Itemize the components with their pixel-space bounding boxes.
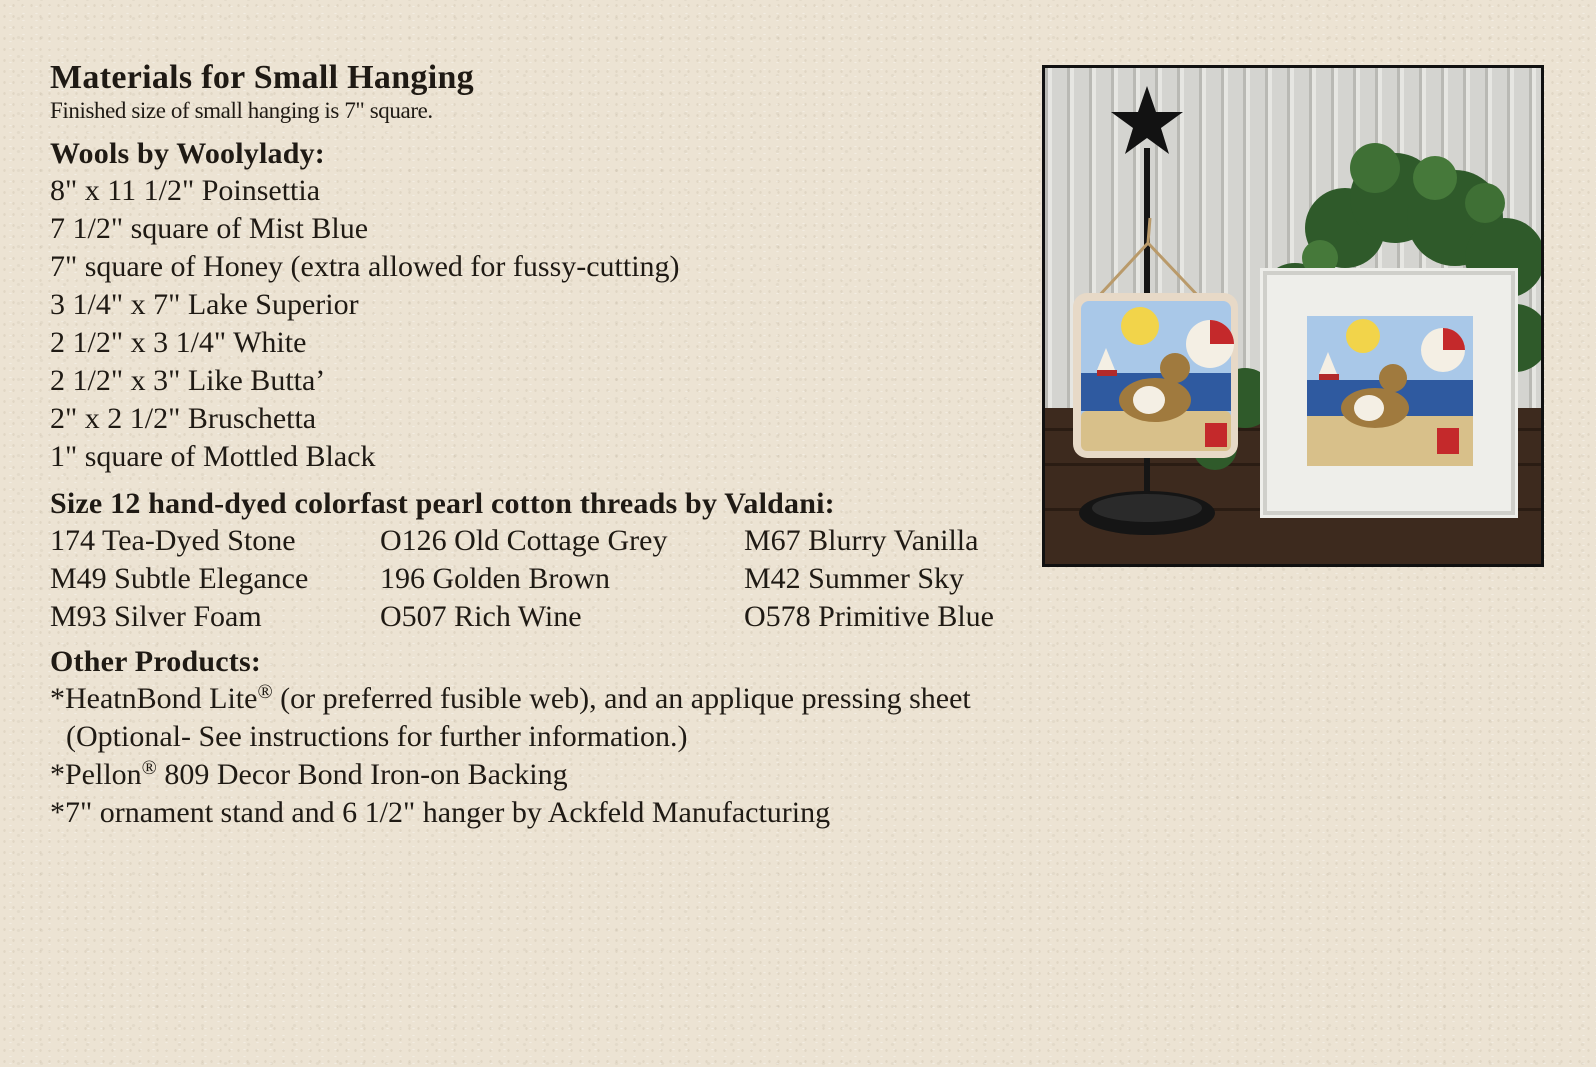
wool-item: 7" square of Honey (extra allowed for fussy-cutting) [50,250,680,283]
threads-section [50,486,1150,636]
registered-mark: ® [141,757,157,779]
wool-item: 1" square of Mottled Black [50,440,376,473]
thread-item: M93 Silver Foam [50,600,262,633]
thread-item: M67 Blurry Vanilla [744,524,979,557]
page-title: Materials for Small Hanging [50,59,474,96]
thread-item: M42 Summer Sky [744,562,965,595]
heatnbond-line [50,680,1150,718]
threads-heading: Size 12 hand-dyed colorfast pearl cotton threads by Valdani: [50,487,835,520]
other-products-section [50,644,1150,832]
wool-item: 2" x 2 1/2" Bruschetta [50,402,317,435]
wool-item: 8" x 11 1/2" Poinsettia [50,174,321,207]
wool-item: 3 1/4" x 7" Lake Superior [50,288,359,321]
thread-item: O507 Rich Wine [380,600,582,633]
heatnbond-name: *HeatnBond Lite [50,682,258,715]
threads-grid [50,522,1150,636]
stand-line: *7" ornament stand and 6 1/2" hanger by Ackfeld Manufacturing [50,796,831,829]
thread-item: 196 Golden Brown [380,562,610,595]
materials-content [50,58,1150,832]
page-subtitle: Finished size of small hanging is 7" square. [50,98,433,123]
thread-item: O126 Old Cottage Grey [380,524,668,557]
pellon-name: *Pellon [50,758,142,791]
wool-item: 2 1/2" x 3 1/4" White [50,326,307,359]
pellon-detail: 809 Decor Bond Iron-on Backing [156,758,568,791]
wool-item: 7 1/2" square of Mist Blue [50,212,369,245]
thread-item: 174 Tea-Dyed Stone [50,524,296,557]
thread-item: M49 Subtle Elegance [50,562,309,595]
wools-heading: Wools by Woolylady: [50,137,325,170]
other-products-heading: Other Products: [50,645,262,678]
framed-picture [1260,268,1518,518]
thread-item: O578 Primitive Blue [744,600,994,633]
pellon-line [50,756,1150,794]
product-photo [1042,65,1544,567]
hanging-pillow [1073,293,1238,458]
wools-section [50,136,1150,476]
wool-item: 2 1/2" x 3" Like Butta’ [50,364,326,397]
heatnbond-detail: (or preferred fusible web), and an applique pressing sheet [272,682,971,715]
heatnbond-note: (Optional- See instructions for further information.) [66,720,688,753]
product-photo-illustration [1045,68,1541,564]
registered-mark: ® [257,681,273,703]
